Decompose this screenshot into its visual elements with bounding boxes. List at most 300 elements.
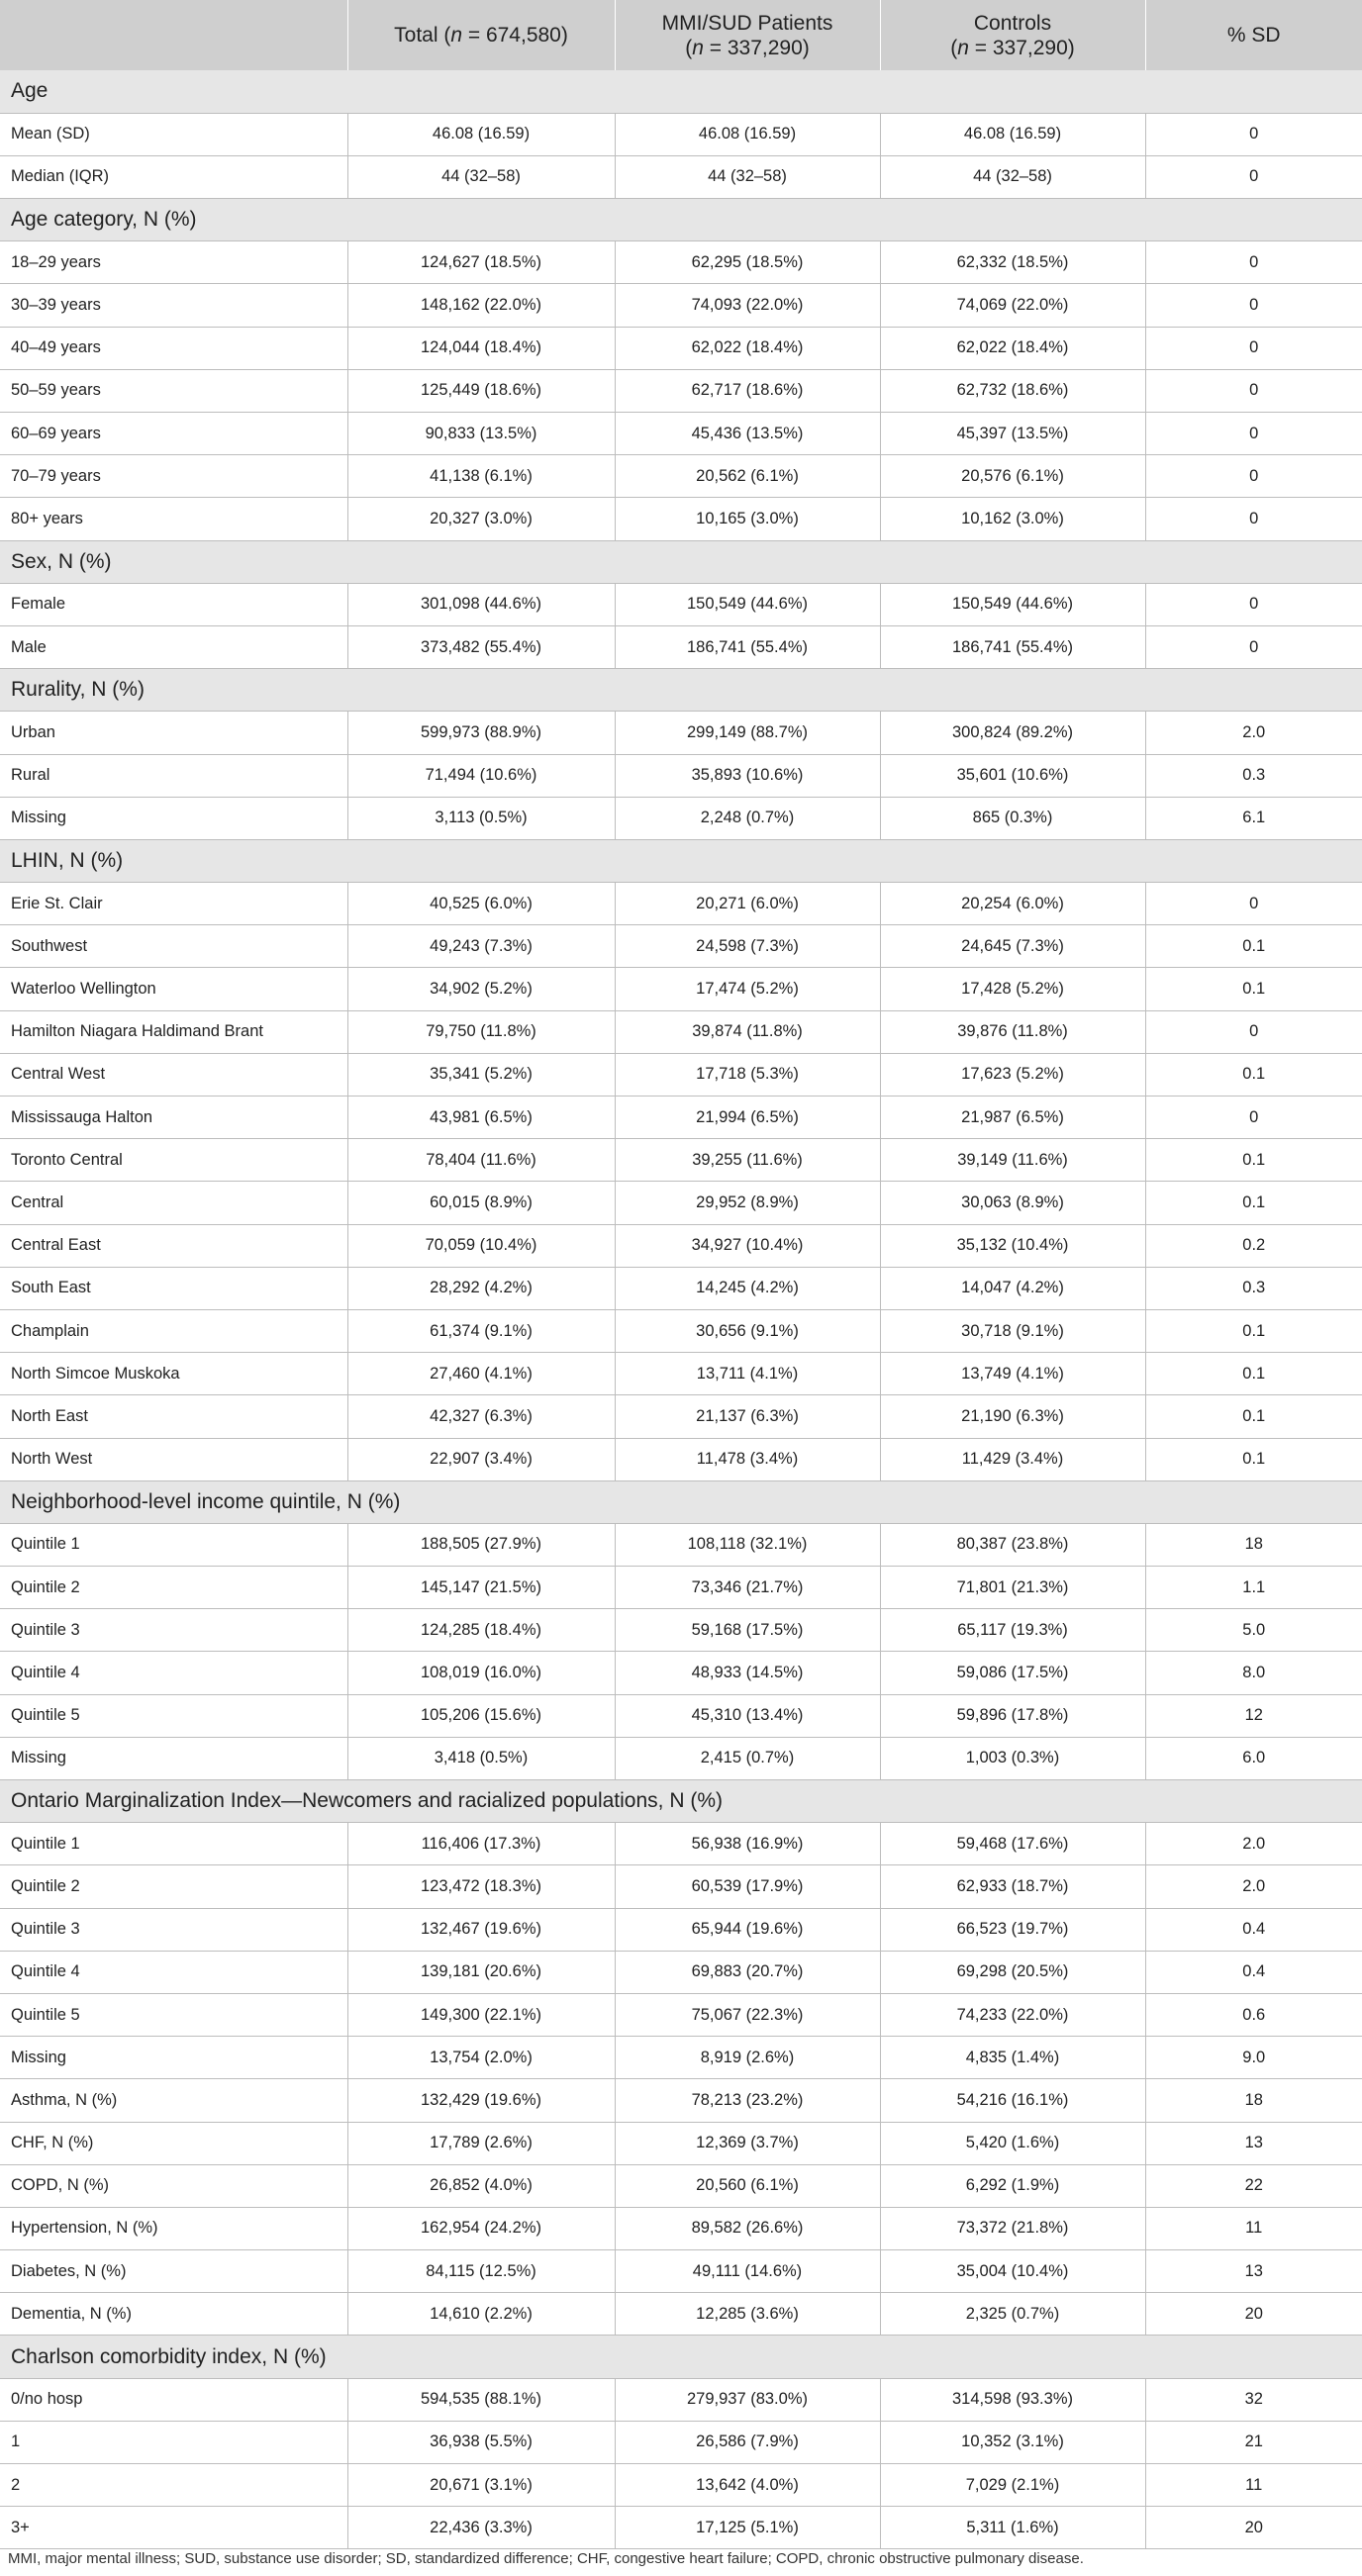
table-row <box>0 155 1362 198</box>
cell-total: 132,467 (19.6%) <box>347 1908 615 1951</box>
table-row <box>0 712 1362 754</box>
cell-percent-sd: 0.1 <box>1145 1182 1362 1224</box>
cell-percent-sd: 18 <box>1145 2079 1362 2122</box>
table-row <box>0 1908 1362 1951</box>
cell-total: 599,973 (88.9%) <box>347 712 615 754</box>
cell-mmi-sud: 279,937 (83.0%) <box>615 2378 880 2421</box>
table-row <box>0 1737 1362 1779</box>
cell-total: 108,019 (16.0%) <box>347 1652 615 1694</box>
cell-controls: 74,069 (22.0%) <box>880 284 1145 327</box>
cell-controls: 35,004 (10.4%) <box>880 2250 1145 2293</box>
cell-controls: 69,298 (20.5%) <box>880 1951 1145 1993</box>
table-footnote: MMI, major mental illness; SUD, substance use disorder; SD, standardized difference; CHF, congestive heart failure; COPD, chronic obstructive pulmonary disease. <box>8 2550 1084 2567</box>
cell-controls: 6,292 (1.9%) <box>880 2164 1145 2207</box>
cell-controls: 59,086 (17.5%) <box>880 1652 1145 1694</box>
cell-total: 78,404 (11.6%) <box>347 1139 615 1182</box>
cell-percent-sd: 0 <box>1145 883 1362 925</box>
cell-mmi-sud: 24,598 (7.3%) <box>615 925 880 968</box>
cell-percent-sd: 2.0 <box>1145 712 1362 754</box>
cell-mmi-sud: 186,741 (55.4%) <box>615 625 880 668</box>
section-header-row <box>0 540 1362 583</box>
cell-controls: 54,216 (16.1%) <box>880 2079 1145 2122</box>
cell-total: 42,327 (6.3%) <box>347 1395 615 1438</box>
cell-percent-sd: 0.1 <box>1145 1438 1362 1480</box>
cell-percent-sd: 0 <box>1145 413 1362 455</box>
cell-mmi-sud: 13,642 (4.0%) <box>615 2464 880 2507</box>
cell-total: 149,300 (22.1%) <box>347 1993 615 2036</box>
table-row <box>0 2207 1362 2249</box>
cell-mmi-sud: 75,067 (22.3%) <box>615 1993 880 2036</box>
cell-percent-sd: 32 <box>1145 2378 1362 2421</box>
cell-mmi-sud: 150,549 (44.6%) <box>615 583 880 625</box>
row-label: Southwest <box>0 925 347 968</box>
cell-total: 71,494 (10.6%) <box>347 754 615 797</box>
cell-percent-sd: 13 <box>1145 2250 1362 2293</box>
section-header: Ontario Marginalization Index—Newcomers and racialized populations, N (%) <box>0 1780 1362 1823</box>
row-label: 30–39 years <box>0 284 347 327</box>
header-mmi-n: n <box>692 36 704 59</box>
cell-controls: 80,387 (23.8%) <box>880 1523 1145 1566</box>
table-body <box>0 70 1362 2549</box>
cell-total: 594,535 (88.1%) <box>347 2378 615 2421</box>
table-row <box>0 1139 1362 1182</box>
cell-controls: 30,718 (9.1%) <box>880 1309 1145 1352</box>
cell-mmi-sud: 299,149 (88.7%) <box>615 712 880 754</box>
cell-mmi-sud: 48,933 (14.5%) <box>615 1652 880 1694</box>
table-row <box>0 1010 1362 1053</box>
section-header-row <box>0 70 1362 113</box>
cell-mmi-sud: 108,118 (32.1%) <box>615 1523 880 1566</box>
cell-percent-sd: 0.1 <box>1145 1139 1362 1182</box>
cell-percent-sd: 0.1 <box>1145 1353 1362 1395</box>
row-label: CHF, N (%) <box>0 2122 347 2164</box>
cell-total: 84,115 (12.5%) <box>347 2250 615 2293</box>
row-label: Mean (SD) <box>0 113 347 155</box>
cell-total: 46.08 (16.59) <box>347 113 615 155</box>
cell-controls: 71,801 (21.3%) <box>880 1567 1145 1609</box>
row-label: Champlain <box>0 1309 347 1352</box>
cell-percent-sd: 18 <box>1145 1523 1362 1566</box>
row-label: Urban <box>0 712 347 754</box>
cell-total: 17,789 (2.6%) <box>347 2122 615 2164</box>
header-total-post: = 674,580) <box>462 24 568 47</box>
cell-mmi-sud: 59,168 (17.5%) <box>615 1609 880 1652</box>
table-row <box>0 498 1362 540</box>
cell-percent-sd: 0.4 <box>1145 1951 1362 1993</box>
table-row <box>0 1951 1362 1993</box>
table-row <box>0 2079 1362 2122</box>
table-row <box>0 583 1362 625</box>
cell-controls: 65,117 (19.3%) <box>880 1609 1145 1652</box>
cell-percent-sd: 8.0 <box>1145 1652 1362 1694</box>
cell-total: 22,436 (3.3%) <box>347 2507 615 2549</box>
cell-total: 132,429 (19.6%) <box>347 2079 615 2122</box>
cell-controls: 35,601 (10.6%) <box>880 754 1145 797</box>
cell-percent-sd: 0 <box>1145 498 1362 540</box>
table-row <box>0 241 1362 284</box>
cell-controls: 59,896 (17.8%) <box>880 1694 1145 1737</box>
cell-total: 124,627 (18.5%) <box>347 241 615 284</box>
cell-total: 44 (32–58) <box>347 155 615 198</box>
header-controls-line1: Controls <box>973 11 1052 35</box>
cell-controls: 59,468 (17.6%) <box>880 1823 1145 1865</box>
cell-total: 124,285 (18.4%) <box>347 1609 615 1652</box>
cell-mmi-sud: 21,137 (6.3%) <box>615 1395 880 1438</box>
cell-total: 373,482 (55.4%) <box>347 625 615 668</box>
cell-mmi-sud: 8,919 (2.6%) <box>615 2037 880 2079</box>
table-row <box>0 625 1362 668</box>
cell-controls: 5,420 (1.6%) <box>880 2122 1145 2164</box>
table-row <box>0 1053 1362 1096</box>
row-label: Quintile 2 <box>0 1865 347 1908</box>
section-header-row <box>0 2336 1362 2378</box>
table-row <box>0 1694 1362 1737</box>
cell-controls: 5,311 (1.6%) <box>880 2507 1145 2549</box>
cell-percent-sd: 11 <box>1145 2207 1362 2249</box>
row-label: Mississauga Halton <box>0 1097 347 1139</box>
table-row <box>0 2037 1362 2079</box>
cell-mmi-sud: 12,285 (3.6%) <box>615 2293 880 2336</box>
cell-total: 125,449 (18.6%) <box>347 369 615 412</box>
cell-controls: 314,598 (93.3%) <box>880 2378 1145 2421</box>
cell-mmi-sud: 26,586 (7.9%) <box>615 2421 880 2463</box>
cell-mmi-sud: 21,994 (6.5%) <box>615 1097 880 1139</box>
cell-percent-sd: 9.0 <box>1145 2037 1362 2079</box>
table-row <box>0 413 1362 455</box>
cell-controls: 46.08 (16.59) <box>880 113 1145 155</box>
cell-total: 49,243 (7.3%) <box>347 925 615 968</box>
cell-mmi-sud: 11,478 (3.4%) <box>615 1438 880 1480</box>
cell-percent-sd: 21 <box>1145 2421 1362 2463</box>
section-header: Neighborhood-level income quintile, N (%) <box>0 1480 1362 1523</box>
table-row <box>0 968 1362 1010</box>
table-row <box>0 284 1362 327</box>
table-row <box>0 1267 1362 1309</box>
row-label: Quintile 5 <box>0 1993 347 2036</box>
cell-percent-sd: 6.1 <box>1145 797 1362 839</box>
row-label: Hypertension, N (%) <box>0 2207 347 2249</box>
section-header-row <box>0 669 1362 712</box>
cell-percent-sd: 0 <box>1145 284 1362 327</box>
cell-total: 139,181 (20.6%) <box>347 1951 615 1993</box>
row-label: 1 <box>0 2421 347 2463</box>
row-label: 50–59 years <box>0 369 347 412</box>
table-row <box>0 1309 1362 1352</box>
cell-percent-sd: 0.6 <box>1145 1993 1362 2036</box>
header-row <box>0 0 1362 70</box>
cell-mmi-sud: 62,022 (18.4%) <box>615 327 880 369</box>
row-label: 70–79 years <box>0 455 347 498</box>
table-row <box>0 2122 1362 2164</box>
cell-mmi-sud: 69,883 (20.7%) <box>615 1951 880 1993</box>
row-label: Quintile 3 <box>0 1609 347 1652</box>
header-total <box>347 0 615 70</box>
table-row <box>0 1523 1362 1566</box>
cell-mmi-sud: 56,938 (16.9%) <box>615 1823 880 1865</box>
cell-percent-sd: 6.0 <box>1145 1737 1362 1779</box>
cell-mmi-sud: 20,560 (6.1%) <box>615 2164 880 2207</box>
table-row <box>0 2421 1362 2463</box>
cell-total: 60,015 (8.9%) <box>347 1182 615 1224</box>
cell-percent-sd: 0 <box>1145 455 1362 498</box>
cell-mmi-sud: 35,893 (10.6%) <box>615 754 880 797</box>
row-label: 2 <box>0 2464 347 2507</box>
row-label: Missing <box>0 797 347 839</box>
cell-total: 40,525 (6.0%) <box>347 883 615 925</box>
cell-percent-sd: 20 <box>1145 2293 1362 2336</box>
cell-controls: 17,623 (5.2%) <box>880 1053 1145 1096</box>
cell-mmi-sud: 20,562 (6.1%) <box>615 455 880 498</box>
cell-total: 145,147 (21.5%) <box>347 1567 615 1609</box>
row-label: Quintile 5 <box>0 1694 347 1737</box>
table-row <box>0 1182 1362 1224</box>
row-label: Diabetes, N (%) <box>0 2250 347 2293</box>
cell-controls: 62,332 (18.5%) <box>880 241 1145 284</box>
table-row <box>0 2293 1362 2336</box>
row-label: 0/no hosp <box>0 2378 347 2421</box>
table-row <box>0 327 1362 369</box>
cell-mmi-sud: 62,295 (18.5%) <box>615 241 880 284</box>
cell-percent-sd: 5.0 <box>1145 1609 1362 1652</box>
cell-controls: 17,428 (5.2%) <box>880 968 1145 1010</box>
cell-total: 43,981 (6.5%) <box>347 1097 615 1139</box>
cell-percent-sd: 20 <box>1145 2507 1362 2549</box>
row-label: 40–49 years <box>0 327 347 369</box>
table-row <box>0 1438 1362 1480</box>
cell-total: 148,162 (22.0%) <box>347 284 615 327</box>
section-header-row <box>0 199 1362 241</box>
row-label: 3+ <box>0 2507 347 2549</box>
table-row <box>0 1823 1362 1865</box>
table-row <box>0 455 1362 498</box>
cell-percent-sd: 0 <box>1145 625 1362 668</box>
cell-total: 123,472 (18.3%) <box>347 1865 615 1908</box>
row-label: Erie St. Clair <box>0 883 347 925</box>
cell-controls: 44 (32–58) <box>880 155 1145 198</box>
row-label: Missing <box>0 2037 347 2079</box>
header-sd: % SD <box>1145 0 1362 70</box>
cell-controls: 7,029 (2.1%) <box>880 2464 1145 2507</box>
row-label: Rural <box>0 754 347 797</box>
header-mmi-pre: ( <box>685 36 693 59</box>
cell-mmi-sud: 12,369 (3.7%) <box>615 2122 880 2164</box>
cell-mmi-sud: 17,474 (5.2%) <box>615 968 880 1010</box>
header-controls-post: = 337,290) <box>968 36 1075 59</box>
cell-percent-sd: 0.1 <box>1145 925 1362 968</box>
row-label: Quintile 1 <box>0 1823 347 1865</box>
row-label: Central West <box>0 1053 347 1096</box>
cell-controls: 300,824 (89.2%) <box>880 712 1145 754</box>
cell-controls: 39,876 (11.8%) <box>880 1010 1145 1053</box>
table-row <box>0 113 1362 155</box>
cell-mmi-sud: 73,346 (21.7%) <box>615 1567 880 1609</box>
cell-percent-sd: 0.1 <box>1145 1053 1362 1096</box>
cell-controls: 10,162 (3.0%) <box>880 498 1145 540</box>
cell-mmi-sud: 78,213 (23.2%) <box>615 2079 880 2122</box>
cell-percent-sd: 22 <box>1145 2164 1362 2207</box>
table-row <box>0 797 1362 839</box>
cell-controls: 20,576 (6.1%) <box>880 455 1145 498</box>
cell-percent-sd: 0.1 <box>1145 1309 1362 1352</box>
cell-mmi-sud: 44 (32–58) <box>615 155 880 198</box>
cell-mmi-sud: 45,436 (13.5%) <box>615 413 880 455</box>
row-label: Female <box>0 583 347 625</box>
cell-percent-sd: 11 <box>1145 2464 1362 2507</box>
cell-percent-sd: 0 <box>1145 1097 1362 1139</box>
cell-mmi-sud: 2,248 (0.7%) <box>615 797 880 839</box>
section-header: Sex, N (%) <box>0 540 1362 583</box>
cell-controls: 1,003 (0.3%) <box>880 1737 1145 1779</box>
table-row <box>0 2250 1362 2293</box>
cell-total: 20,327 (3.0%) <box>347 498 615 540</box>
section-header-row <box>0 1780 1362 1823</box>
section-header-row <box>0 1480 1362 1523</box>
cell-total: 116,406 (17.3%) <box>347 1823 615 1865</box>
cell-total: 13,754 (2.0%) <box>347 2037 615 2079</box>
cell-controls: 62,933 (18.7%) <box>880 1865 1145 1908</box>
header-controls-pre: ( <box>950 36 958 59</box>
table-row <box>0 1353 1362 1395</box>
section-header-row <box>0 839 1362 882</box>
cell-percent-sd: 0 <box>1145 113 1362 155</box>
cell-controls: 21,987 (6.5%) <box>880 1097 1145 1139</box>
cell-controls: 865 (0.3%) <box>880 797 1145 839</box>
cell-mmi-sud: 17,125 (5.1%) <box>615 2507 880 2549</box>
table-row <box>0 754 1362 797</box>
cell-percent-sd: 2.0 <box>1145 1865 1362 1908</box>
row-label: Asthma, N (%) <box>0 2079 347 2122</box>
table-row <box>0 2378 1362 2421</box>
row-label: South East <box>0 1267 347 1309</box>
table-row <box>0 925 1362 968</box>
cell-controls: 39,149 (11.6%) <box>880 1139 1145 1182</box>
section-header: Age <box>0 70 1362 113</box>
cell-percent-sd: 0 <box>1145 369 1362 412</box>
cell-total: 41,138 (6.1%) <box>347 455 615 498</box>
table-row <box>0 1097 1362 1139</box>
cell-mmi-sud: 65,944 (19.6%) <box>615 1908 880 1951</box>
table-row <box>0 2464 1362 2507</box>
row-label: North Simcoe Muskoka <box>0 1353 347 1395</box>
cell-total: 301,098 (44.6%) <box>347 583 615 625</box>
cell-controls: 62,022 (18.4%) <box>880 327 1145 369</box>
cell-total: 124,044 (18.4%) <box>347 327 615 369</box>
cell-mmi-sud: 20,271 (6.0%) <box>615 883 880 925</box>
cell-percent-sd: 0.2 <box>1145 1224 1362 1267</box>
row-label: COPD, N (%) <box>0 2164 347 2207</box>
row-label: Quintile 2 <box>0 1567 347 1609</box>
cell-mmi-sud: 30,656 (9.1%) <box>615 1309 880 1352</box>
cell-total: 3,418 (0.5%) <box>347 1737 615 1779</box>
cell-percent-sd: 0.1 <box>1145 1395 1362 1438</box>
section-header: Charlson comorbidity index, N (%) <box>0 2336 1362 2378</box>
cell-controls: 66,523 (19.7%) <box>880 1908 1145 1951</box>
cell-total: 20,671 (3.1%) <box>347 2464 615 2507</box>
cell-percent-sd: 0.1 <box>1145 968 1362 1010</box>
header-mmi-line1: MMI/SUD Patients <box>661 11 833 35</box>
table-row <box>0 1224 1362 1267</box>
cell-controls: 10,352 (3.1%) <box>880 2421 1145 2463</box>
cell-total: 70,059 (10.4%) <box>347 1224 615 1267</box>
cell-percent-sd: 0.3 <box>1145 754 1362 797</box>
row-label: Central East <box>0 1224 347 1267</box>
header-controls-n: n <box>957 36 969 59</box>
cell-mmi-sud: 29,952 (8.9%) <box>615 1182 880 1224</box>
cell-controls: 4,835 (1.4%) <box>880 2037 1145 2079</box>
cell-total: 28,292 (4.2%) <box>347 1267 615 1309</box>
section-header: Age category, N (%) <box>0 199 1362 241</box>
header-blank <box>0 0 347 70</box>
cell-mmi-sud: 2,415 (0.7%) <box>615 1737 880 1779</box>
cell-percent-sd: 12 <box>1145 1694 1362 1737</box>
cell-total: 79,750 (11.8%) <box>347 1010 615 1053</box>
cell-controls: 24,645 (7.3%) <box>880 925 1145 968</box>
cell-controls: 30,063 (8.9%) <box>880 1182 1145 1224</box>
cell-controls: 62,732 (18.6%) <box>880 369 1145 412</box>
cell-mmi-sud: 10,165 (3.0%) <box>615 498 880 540</box>
cell-percent-sd: 0.4 <box>1145 1908 1362 1951</box>
cell-total: 105,206 (15.6%) <box>347 1694 615 1737</box>
row-label: Dementia, N (%) <box>0 2293 347 2336</box>
cell-total: 26,852 (4.0%) <box>347 2164 615 2207</box>
cell-percent-sd: 0 <box>1145 1010 1362 1053</box>
cell-total: 162,954 (24.2%) <box>347 2207 615 2249</box>
cell-mmi-sud: 34,927 (10.4%) <box>615 1224 880 1267</box>
cell-total: 34,902 (5.2%) <box>347 968 615 1010</box>
cell-mmi-sud: 46.08 (16.59) <box>615 113 880 155</box>
row-label: Missing <box>0 1737 347 1779</box>
cell-percent-sd: 0.3 <box>1145 1267 1362 1309</box>
table-row <box>0 1993 1362 2036</box>
table-row <box>0 1652 1362 1694</box>
cell-percent-sd: 0 <box>1145 155 1362 198</box>
cell-mmi-sud: 60,539 (17.9%) <box>615 1865 880 1908</box>
cell-percent-sd: 0 <box>1145 583 1362 625</box>
cell-total: 14,610 (2.2%) <box>347 2293 615 2336</box>
cell-controls: 74,233 (22.0%) <box>880 1993 1145 2036</box>
cell-percent-sd: 13 <box>1145 2122 1362 2164</box>
table-row <box>0 1395 1362 1438</box>
cell-total: 90,833 (13.5%) <box>347 413 615 455</box>
cell-controls: 150,549 (44.6%) <box>880 583 1145 625</box>
cell-total: 22,907 (3.4%) <box>347 1438 615 1480</box>
cell-total: 27,460 (4.1%) <box>347 1353 615 1395</box>
row-label: North East <box>0 1395 347 1438</box>
row-label: 18–29 years <box>0 241 347 284</box>
section-header: Rurality, N (%) <box>0 669 1362 712</box>
row-label: Hamilton Niagara Haldimand Brant <box>0 1010 347 1053</box>
header-total-pre: Total ( <box>394 24 451 47</box>
cell-mmi-sud: 14,245 (4.2%) <box>615 1267 880 1309</box>
header-mmi <box>615 0 880 70</box>
cell-mmi-sud: 62,717 (18.6%) <box>615 369 880 412</box>
cell-controls: 35,132 (10.4%) <box>880 1224 1145 1267</box>
cell-controls: 13,749 (4.1%) <box>880 1353 1145 1395</box>
cell-controls: 21,190 (6.3%) <box>880 1395 1145 1438</box>
section-header: LHIN, N (%) <box>0 839 1362 882</box>
row-label: Toronto Central <box>0 1139 347 1182</box>
table-header <box>0 0 1362 70</box>
row-label: Quintile 4 <box>0 1951 347 1993</box>
table-row <box>0 2507 1362 2549</box>
cell-controls: 45,397 (13.5%) <box>880 413 1145 455</box>
row-label: Male <box>0 625 347 668</box>
table-row <box>0 369 1362 412</box>
cell-total: 61,374 (9.1%) <box>347 1309 615 1352</box>
cell-percent-sd: 0 <box>1145 327 1362 369</box>
cell-controls: 2,325 (0.7%) <box>880 2293 1145 2336</box>
header-controls <box>880 0 1145 70</box>
